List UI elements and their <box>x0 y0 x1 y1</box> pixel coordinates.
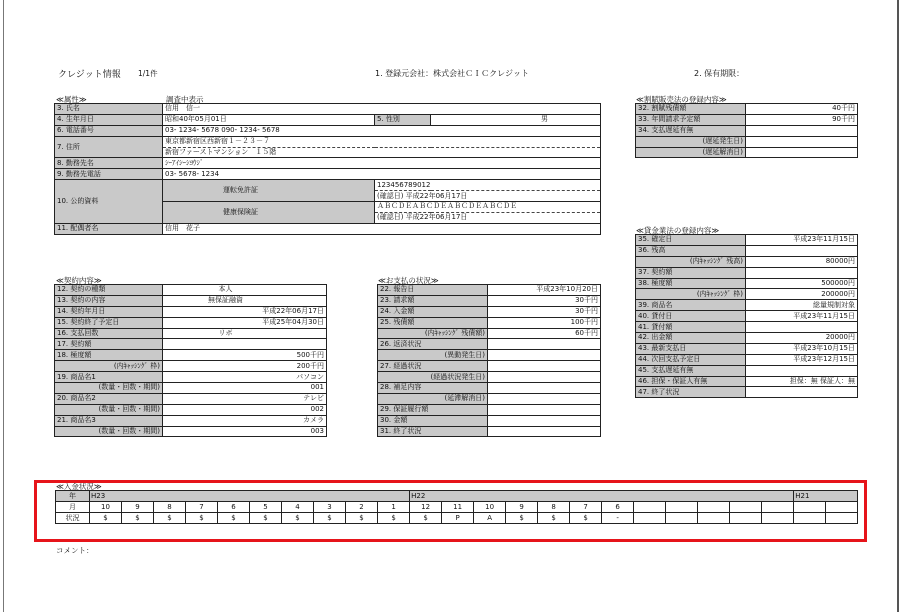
payment-row <box>378 317 601 328</box>
status-cell: $ <box>378 513 410 524</box>
payment-row <box>378 383 601 394</box>
loan-value: 20000円 <box>746 333 858 344</box>
payment-label: 27. 経過状況 <box>378 361 488 372</box>
loan-row <box>636 311 858 322</box>
month-cell: 4 <box>282 502 314 513</box>
status-cell: $ <box>506 513 538 524</box>
loan-label: 47. 終了状況 <box>636 387 746 398</box>
loan-label: (内ｷｬｯｼﾝｸﾞ 残高) <box>636 256 746 267</box>
loan-value: 担保：無 保証人：無 <box>746 376 858 387</box>
name-label: 3. 氏名 <box>55 104 163 115</box>
payment-label: (延滞解消日) <box>378 393 488 404</box>
phone-row <box>55 125 601 136</box>
payment-row <box>378 285 601 296</box>
loan-label: 39. 商品名 <box>636 300 746 311</box>
attributes-table <box>54 103 601 235</box>
loan-label: 40. 貸付日 <box>636 311 746 322</box>
contract-value: 002 <box>163 404 327 415</box>
retention-period: 2. 保有期限： <box>694 69 745 78</box>
status-cell: $ <box>410 513 442 524</box>
payment-label: 23. 請求額 <box>378 295 488 306</box>
month-cell: 3 <box>314 502 346 513</box>
year-cell: H21 <box>794 491 858 502</box>
loan-label: 43. 最新支払日 <box>636 343 746 354</box>
contract-value: 003 <box>163 426 327 437</box>
highlight-box <box>34 480 867 542</box>
status-cell: $ <box>90 513 122 524</box>
month-cell: 8 <box>154 502 186 513</box>
contract-label: 20. 商品名2 <box>55 393 163 404</box>
contract-row <box>55 383 327 394</box>
payment-label: 24. 入金額 <box>378 306 488 317</box>
month-cell: 11 <box>442 502 474 513</box>
month-cell: 9 <box>122 502 154 513</box>
loan-row <box>636 256 858 267</box>
public-doc-row-1 <box>55 180 601 191</box>
payment-value <box>488 393 601 404</box>
loan-value: 500000円 <box>746 278 858 289</box>
payment-value <box>488 361 601 372</box>
status-cell: - <box>602 513 634 524</box>
status-cell: $ <box>314 513 346 524</box>
contract-label: (数量・回数・期間) <box>55 404 163 415</box>
employer-row <box>55 158 601 169</box>
month-cell: 7 <box>186 502 218 513</box>
payment-row <box>378 350 601 361</box>
payment-row <box>378 426 601 437</box>
gender-label: 5. 性別 <box>375 114 431 125</box>
status-cell: A <box>474 513 506 524</box>
installment-row <box>636 114 858 125</box>
employer-phone-row <box>55 169 601 180</box>
contract-value: 001 <box>163 383 327 394</box>
contract-label: 14. 契約年月日 <box>55 306 163 317</box>
payment-section-title: ≪お支払の状況≫ <box>378 276 439 285</box>
installment-row <box>636 147 858 158</box>
loan-value <box>746 365 858 376</box>
name-value: 信用 信一 <box>163 104 601 115</box>
payment-value <box>488 404 601 415</box>
contract-label: 13. 契約の内容 <box>55 295 163 306</box>
status-cell: $ <box>122 513 154 524</box>
contract-value: 無保証融資 <box>163 295 327 306</box>
installment-value <box>746 136 858 147</box>
payment-value: 100千円 <box>488 317 601 328</box>
contract-row <box>55 339 327 350</box>
month-cell: 9 <box>506 502 538 513</box>
loan-label: 38. 極度額 <box>636 278 746 289</box>
payment-value: 30千円 <box>488 295 601 306</box>
contract-value: パソコン <box>163 372 327 383</box>
loan-row <box>636 333 858 344</box>
loan-label: (内ｷｬｯｼﾝｸﾞ 枠) <box>636 289 746 300</box>
employer-phone-label: 9. 勤務先電話 <box>55 169 163 180</box>
payment-value: 60千円 <box>488 328 601 339</box>
contract-value: カメラ <box>163 415 327 426</box>
loan-value: 平成23年11月15日 <box>746 235 858 246</box>
contract-label: 18. 極度額 <box>55 350 163 361</box>
contract-value: 200千円 <box>163 361 327 372</box>
contract-section-title: ≪契約内容≫ <box>56 276 102 285</box>
contract-row <box>55 415 327 426</box>
installment-section-title: ≪割賦販売法の登録内容≫ <box>636 95 727 104</box>
loan-row <box>636 343 858 354</box>
year-cell: H22 <box>410 491 794 502</box>
loan-row <box>636 245 858 256</box>
contract-label: 21. 商品名3 <box>55 415 163 426</box>
loan-label: 36. 残高 <box>636 245 746 256</box>
birthdate-row <box>55 114 601 125</box>
installment-label: 34. 支払遅延有無 <box>636 125 746 136</box>
contract-row <box>55 285 327 296</box>
spouse-label: 11. 配偶者名 <box>55 223 163 234</box>
birthdate-value: 昭和40年05月01日 <box>163 114 375 125</box>
loan-label: 46. 担保・保証人有無 <box>636 376 746 387</box>
payment-row <box>378 393 601 404</box>
phone-value: 03- 1234- 5678 090- 1234- 5678 <box>163 125 601 136</box>
contract-value <box>163 339 327 350</box>
contract-row <box>55 361 327 372</box>
contract-row <box>55 393 327 404</box>
loan-label: 45. 支払遅延有無 <box>636 365 746 376</box>
loan-row <box>636 267 858 278</box>
installment-label: (遅延発生日) <box>636 136 746 147</box>
loan-label: 42. 出金額 <box>636 333 746 344</box>
month-cell: 1 <box>378 502 410 513</box>
payment-label: 30. 金額 <box>378 415 488 426</box>
loan-value <box>746 245 858 256</box>
loan-value: 200000円 <box>746 289 858 300</box>
loan-row <box>636 322 858 333</box>
drivers-license-confirmed: (確認日) 平成22年06月17日 <box>375 191 601 202</box>
contract-row <box>55 306 327 317</box>
loan-label: 41. 貸付額 <box>636 322 746 333</box>
status-cell: $ <box>186 513 218 524</box>
loan-value <box>746 322 858 333</box>
payment-table <box>377 284 601 437</box>
address-row <box>55 136 601 147</box>
payment-value: 平成23年10月20日 <box>488 285 601 296</box>
address-line2: 新宿ファーストマンション １５階 <box>163 147 601 158</box>
employer-phone-value: 03- 5678- 1234 <box>163 169 601 180</box>
contract-value: テレビ <box>163 393 327 404</box>
installment-row <box>636 125 858 136</box>
deposit-section-title: ≪入金状況≫ <box>56 482 102 491</box>
payment-row <box>378 328 601 339</box>
loan-row <box>636 376 858 387</box>
drivers-license-label: 運転免許証 <box>163 180 375 202</box>
address-line1: 東京都新宿区西新宿１－２３－７ <box>163 136 601 147</box>
payment-row <box>378 339 601 350</box>
payment-row <box>378 372 601 383</box>
status-cell: $ <box>538 513 570 524</box>
year-cell: H23 <box>90 491 410 502</box>
loan-row <box>636 278 858 289</box>
payment-row <box>378 306 601 317</box>
payment-label: (内ｷｬｯｼﾝｸﾞ 残債額) <box>378 328 488 339</box>
payment-label: 29. 保証履行額 <box>378 404 488 415</box>
installment-row <box>636 136 858 147</box>
contract-value: リボ <box>163 328 327 339</box>
month-cell: 10 <box>474 502 506 513</box>
status-cell: $ <box>154 513 186 524</box>
month-cell: 6 <box>602 502 634 513</box>
contract-row <box>55 350 327 361</box>
payment-value <box>488 372 601 383</box>
installment-value: 40千円 <box>746 104 858 115</box>
contract-row <box>55 328 327 339</box>
payment-label: 31. 終了状況 <box>378 426 488 437</box>
payment-label: 22. 報告日 <box>378 285 488 296</box>
installment-table <box>635 103 858 158</box>
contract-row <box>55 404 327 415</box>
phone-label: 6. 電話番号 <box>55 125 163 136</box>
attributes-section-title: ≪属性≫ <box>56 95 87 104</box>
loan-value: 80000円 <box>746 256 858 267</box>
payment-label: 26. 返済状況 <box>378 339 488 350</box>
installment-value <box>746 125 858 136</box>
record-count: 1/1件 <box>138 69 158 78</box>
contract-label: 12. 契約の種類 <box>55 285 163 296</box>
loan-row <box>636 300 858 311</box>
loan-value: 平成23年11月15日 <box>746 311 858 322</box>
month-cell: 10 <box>90 502 122 513</box>
month-cell: 5 <box>250 502 282 513</box>
contract-row <box>55 295 327 306</box>
contract-value: 平成22年06月17日 <box>163 306 327 317</box>
status-header: 状況 <box>56 513 90 524</box>
installment-value <box>746 147 858 158</box>
payment-row <box>378 361 601 372</box>
attributes-status: 調査中表示 <box>166 95 204 104</box>
payment-row <box>378 404 601 415</box>
month-header: 月 <box>56 502 90 513</box>
loan-value: 平成23年10月15日 <box>746 343 858 354</box>
contract-value: 本人 <box>163 285 327 296</box>
loan-label: 37. 契約額 <box>636 267 746 278</box>
loan-row <box>636 289 858 300</box>
installment-label: (遅延解消日) <box>636 147 746 158</box>
status-cell: $ <box>570 513 602 524</box>
year-header: 年 <box>56 491 90 502</box>
contract-row <box>55 317 327 328</box>
status-cell: $ <box>250 513 282 524</box>
contract-value: 500千円 <box>163 350 327 361</box>
loan-row <box>636 235 858 246</box>
payment-value <box>488 350 601 361</box>
contract-label: 16. 支払回数 <box>55 328 163 339</box>
loan-value <box>746 387 858 398</box>
address-label: 7. 住所 <box>55 136 163 158</box>
status-cell: $ <box>346 513 378 524</box>
month-cell: 6 <box>218 502 250 513</box>
loan-row <box>636 354 858 365</box>
contract-label: (数量・回数・期間) <box>55 383 163 394</box>
loan-label: 44. 次回支払予定日 <box>636 354 746 365</box>
installment-label: 33. 年間請求予定額 <box>636 114 746 125</box>
contract-row <box>55 372 327 383</box>
employer-label: 8. 勤務先名 <box>55 158 163 169</box>
health-insurance-confirmed: (確認日) 平成22年06月17日 <box>375 212 601 223</box>
payment-row <box>378 295 601 306</box>
spouse-row <box>55 223 601 234</box>
public-docs-label: 10. 公的資料 <box>55 180 163 224</box>
installment-row <box>636 104 858 115</box>
contract-label: 15. 契約終了予定日 <box>55 317 163 328</box>
loan-row <box>636 365 858 376</box>
spouse-value: 信用 花子 <box>163 223 601 234</box>
payment-value <box>488 339 601 350</box>
loan-value: 平成23年12月15日 <box>746 354 858 365</box>
loan-value: 総量規制対象 <box>746 300 858 311</box>
loan-section-title: ≪貸金業法の登録内容≫ <box>636 226 720 235</box>
month-cell: 2 <box>346 502 378 513</box>
contract-label: 19. 商品名1 <box>55 372 163 383</box>
month-cell: 8 <box>538 502 570 513</box>
contract-label: (数量・回数・期間) <box>55 426 163 437</box>
loan-table <box>635 234 858 398</box>
payment-value <box>488 426 601 437</box>
drivers-license-number: 123456789012 <box>375 180 601 191</box>
payment-value <box>488 415 601 426</box>
health-insurance-number: ＡＢＣＤＥＡＢＣＤＥＡＢＣＤＥＡＢＣＤＥ <box>375 202 601 213</box>
payment-row <box>378 415 601 426</box>
payment-value: 30千円 <box>488 306 601 317</box>
payment-label: 25. 残債額 <box>378 317 488 328</box>
loan-label: 35. 確定日 <box>636 235 746 246</box>
loan-value <box>746 267 858 278</box>
birthdate-label: 4. 生年月日 <box>55 114 163 125</box>
report-title: クレジット情報 <box>58 70 121 80</box>
installment-value: 90千円 <box>746 114 858 125</box>
status-cell: P <box>442 513 474 524</box>
month-cell: 7 <box>570 502 602 513</box>
status-cell: $ <box>282 513 314 524</box>
name-row <box>55 104 601 115</box>
contract-table <box>54 284 327 437</box>
payment-label: (経過状況発生日) <box>378 372 488 383</box>
loan-row <box>636 387 858 398</box>
contract-value: 平成25年04月30日 <box>163 317 327 328</box>
employer-value: ｼｰｱｲｼｰｼﾖｳｼﾞ <box>163 158 601 169</box>
status-cell: $ <box>218 513 250 524</box>
contract-row <box>55 426 327 437</box>
gender-value: 男 <box>431 114 601 125</box>
payment-value <box>488 383 601 394</box>
month-cell: 12 <box>410 502 442 513</box>
health-insurance-label: 健康保険証 <box>163 202 375 224</box>
installment-label: 32. 割賦残債額 <box>636 104 746 115</box>
comment-label: コメント： <box>56 546 94 555</box>
registrant-company: 1. 登録元会社：株式会社ＣＩＣクレジット <box>375 69 529 78</box>
contract-label: (内ｷｬｯｼﾝｸﾞ 枠) <box>55 361 163 372</box>
payment-label: (異動発生日) <box>378 350 488 361</box>
contract-label: 17. 契約額 <box>55 339 163 350</box>
payment-label: 28. 補足内容 <box>378 383 488 394</box>
